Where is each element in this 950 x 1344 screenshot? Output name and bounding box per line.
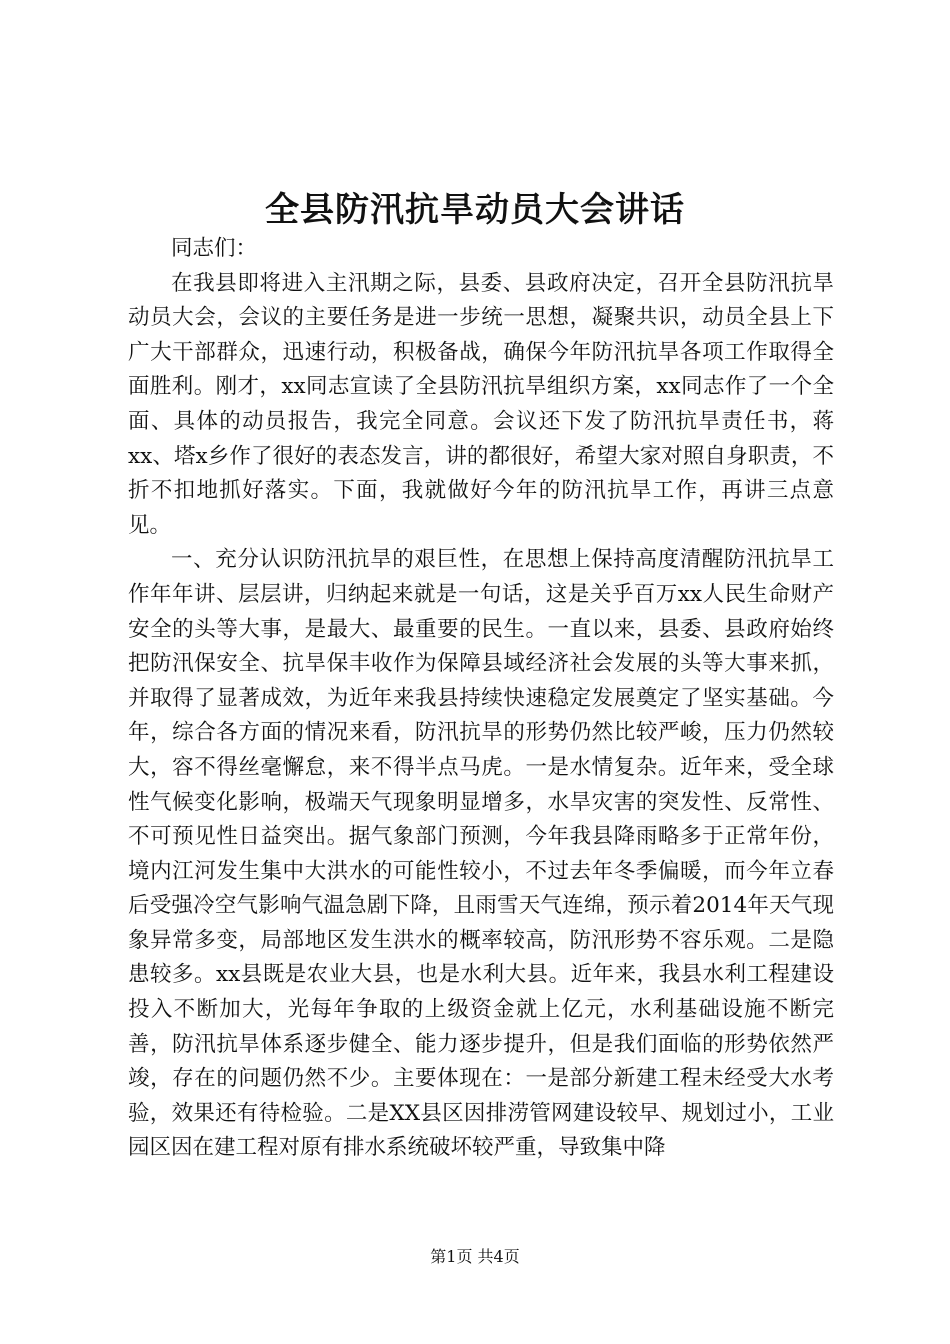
page-footer: 第1页 共4页 xyxy=(430,1247,520,1266)
document-body xyxy=(128,232,834,1166)
section-one-paragraph: 一、充分认识防汛抗旱的艰巨性，在思想上保持高度清醒防汛抗旱工作年年讲、层层讲，归纳起来就是一句话，这是关乎百万xx人民生命财产安全的头等大事，是最大、最重要的民生。一直以来，县委、县政府始终把防汛保安全、抗旱保丰收作为保障县域经济社会发展的头等大事来抓，并取得了显著成效，为近年来我县持续快速稳定发展奠定了坚实基础。今年，综合各方面的情况来看，防汛抗旱的形势仍然比较严峻，压力仍然较大，容不得丝毫懈怠，来不得半点马虎。一是水情复杂。近年来，受全球性气候变化影响，极端天气现象明显增多，水旱灾害的突发性、反常性、不可预见性日益突出。据气象部门预测，今年我县降雨略多于正常年份，境内江河发生集中大洪水的可能性较小，不过去年冬季偏暖，而今年立春后受强冷空气影响气温急剧下降，且雨雪天气连绵，预示着2014年天气现象异常多变，局部地区发生洪水的概率较高，防汛形势不容乐观。二是隐患较多。xx县既是农业大县，也是水利大县。近年来，我县水利工程建设投入不断加大，光每年争取的上级资金就上亿元，水利基础设施不断完善，防汛抗旱体系逐步健全、能力逐步提升，但是我们面临的形势依然严竣，存在的问题仍然不少。主要体现在：一是部分新建工程未经受大水考验，效果还有待检验。二是XX县区因排涝管网建设较早、规划过小，工业园区因在建工程对原有排水系统破坏较严重，导致集中降 xyxy=(128,547,834,1161)
salutation-paragraph: 同志们： xyxy=(171,236,258,261)
document-title: 全县防汛抗旱动员大会讲话 xyxy=(265,190,685,230)
intro-paragraph: 在我县即将进入主汛期之际，县委、县政府决定，召开全县防汛抗旱动员大会，会议的主要任务是进一步统一思想，凝聚共识，动员全县上下广大干部群众，迅速行动，积极备战，确保今年防汛抗旱各项工作取得全面胜利。刚才，xx同志宣读了全县防汛抗旱组织方案，xx同志作了一个全面、具体的动员报告，我完全同意。会议还下发了防汛抗旱责任书，蒋xx、塔x乡作了很好的表态发言，讲的都很好，希望大家对照自身职责，不折不扣地抓好落实。下面，我就做好今年的防汛抗旱工作，再讲三点意见。 xyxy=(128,270,834,538)
